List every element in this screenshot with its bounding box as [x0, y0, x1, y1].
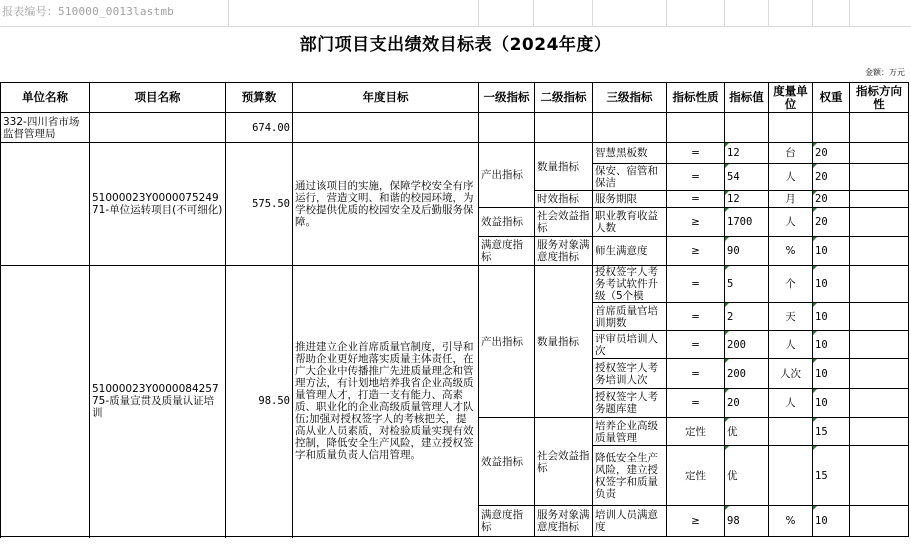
level3-indicator: 职业教育收益人数 [593, 208, 667, 237]
header-annual-goal: 年度目标 [293, 83, 479, 113]
weight: 10 [813, 359, 850, 389]
header-weight: 权重 [813, 83, 850, 113]
indicator-value: 12 [725, 143, 769, 164]
direction [850, 191, 909, 208]
level1-indicator: 满意度指标 [479, 237, 535, 266]
measure-unit: 个 [769, 266, 813, 303]
measure-unit: 人 [769, 331, 813, 359]
weight: 20 [813, 208, 850, 237]
dept-name: 332-四川省市场监督管理局 [1, 113, 90, 143]
table-row [1, 143, 909, 164]
direction [850, 359, 909, 389]
level1-indicator: 满意度指标 [479, 506, 535, 537]
project-goal: 通过该项目的实施，保障学校安全有序运行，营造文明、和谐的校园环境，为学校提供优质的校园安全及后勤服务保障。 [293, 143, 479, 266]
indicator-nature: ≥ [667, 506, 725, 537]
measure-unit: % [769, 506, 813, 537]
weight: 10 [813, 389, 850, 418]
weight: 15 [813, 446, 850, 506]
indicator-value: 200 [725, 359, 769, 389]
indicator-value: 优 [725, 418, 769, 446]
indicator-nature: 定性 [667, 446, 725, 506]
indicator-value: 98 [725, 506, 769, 537]
direction [850, 389, 909, 418]
header-level1: 一级指标 [479, 83, 535, 113]
weight: 10 [813, 266, 850, 303]
level3-indicator: 服务期限 [593, 191, 667, 208]
weight: 20 [813, 164, 850, 191]
measure-unit: 人 [769, 208, 813, 237]
measure-unit: 台 [769, 143, 813, 164]
level2-indicator: 服务对象满意度指标 [535, 237, 593, 266]
indicator-value: 20 [725, 389, 769, 418]
indicator-value: 90 [725, 237, 769, 266]
indicator-nature: 定性 [667, 418, 725, 446]
level2-indicator: 时效指标 [535, 191, 593, 208]
level2-indicator: 服务对象满意度指标 [535, 506, 593, 537]
level3-indicator: 授权签字人考务题库建 [593, 389, 667, 418]
measure-unit: % [769, 237, 813, 266]
level1-indicator: 效益指标 [479, 418, 535, 506]
indicator-nature: = [667, 164, 725, 191]
indicator-value: 2 [725, 303, 769, 331]
header-project-name: 项目名称 [90, 83, 226, 113]
indicator-nature: ≥ [667, 237, 725, 266]
indicator-nature: ≥ [667, 208, 725, 237]
header-level2: 二级指标 [535, 83, 593, 113]
measure-unit: 人 [769, 164, 813, 191]
project-budget: 98.50 [226, 266, 293, 537]
dept-budget: 674.00 [226, 113, 293, 143]
report-number: 报表编号：510000_0013lastmb [2, 5, 174, 18]
level1-indicator: 产出指标 [479, 143, 535, 208]
header-measure-unit: 度量单位 [769, 83, 813, 113]
weight: 10 [813, 303, 850, 331]
header-value: 指标值 [725, 83, 769, 113]
header-nature: 指标性质 [667, 83, 725, 113]
level3-indicator: 评审员培训人次 [593, 331, 667, 359]
direction [850, 266, 909, 303]
direction [850, 143, 909, 164]
header-level3: 三级指标 [593, 83, 667, 113]
level3-indicator: 培训人员满意度 [593, 506, 667, 537]
indicator-nature: = [667, 191, 725, 208]
page-title: 部门项目支出绩效目标表（2024年度） [299, 35, 612, 55]
indicator-nature: = [667, 331, 725, 359]
header-budget: 预算数 [226, 83, 293, 113]
level3-indicator: 智慧黑板数 [593, 143, 667, 164]
level3-indicator: 降低安全生产风险，建立授权签字和质量负责 [593, 446, 667, 506]
measure-unit [769, 446, 813, 506]
weight: 10 [813, 331, 850, 359]
project-name: 51000023Y000008425775-质量宣贯及质量认证培训 [90, 266, 226, 537]
indicator-value: 优 [725, 446, 769, 506]
level2-indicator: 数量指标 [535, 143, 593, 191]
measure-unit [769, 418, 813, 446]
level2-indicator: 社会效益指标 [535, 418, 593, 506]
indicator-value: 200 [725, 331, 769, 359]
measure-unit: 天 [769, 303, 813, 331]
weight: 20 [813, 191, 850, 208]
indicator-nature: = [667, 359, 725, 389]
direction [850, 164, 909, 191]
header-unit-name: 单位名称 [1, 83, 90, 113]
direction [850, 506, 909, 537]
table-row [1, 266, 909, 303]
indicator-nature: = [667, 143, 725, 164]
measure-unit: 月 [769, 191, 813, 208]
level1-indicator: 效益指标 [479, 208, 535, 237]
indicator-nature: = [667, 266, 725, 303]
project-goal: 推进建立企业首席质量官制度，引导和帮助企业更好地落实质量主体责任，在广大企业中传播推广先进质量理念和管理方法，有计划地培养我省企业高级质量管理人才，打造一支有能力、高素质、职业化的企业高级质量管理人才队伍;加强对授权签字人的考核把关，提高从业人员素质，对检验质量实现有效控制，降低安全生产风险，建立授权签字和质量负责人信用管理。 [293, 266, 479, 537]
weight: 20 [813, 143, 850, 164]
level3-indicator: 培养企业高级质量管理 [593, 418, 667, 446]
level2-indicator: 数量指标 [535, 266, 593, 418]
weight: 10 [813, 237, 850, 266]
direction [850, 208, 909, 237]
weight: 10 [813, 506, 850, 537]
indicator-value: 1700 [725, 208, 769, 237]
indicator-value: 12 [725, 191, 769, 208]
direction [850, 331, 909, 359]
project-name: 51000023Y000007524971-单位运转项目(不可细化) [90, 143, 226, 266]
level3-indicator: 师生满意度 [593, 237, 667, 266]
level2-indicator: 社会效益指标 [535, 208, 593, 237]
indicator-nature: = [667, 389, 725, 418]
level3-indicator: 授权签字人考务培训人次 [593, 359, 667, 389]
performance-target-table [0, 82, 909, 537]
measure-unit: 人次 [769, 359, 813, 389]
weight: 15 [813, 418, 850, 446]
measure-unit: 人 [769, 389, 813, 418]
indicator-nature: = [667, 303, 725, 331]
direction [850, 446, 909, 506]
dept-row [1, 113, 909, 143]
amount-unit-label: 金额：万元 [865, 68, 905, 77]
level3-indicator: 保安、宿管和保洁 [593, 164, 667, 191]
level1-indicator: 产出指标 [479, 266, 535, 418]
direction [850, 303, 909, 331]
direction [850, 418, 909, 446]
header-row [1, 83, 909, 113]
level3-indicator: 首席质量官培训期数 [593, 303, 667, 331]
header-direction: 指标方向性 [850, 83, 909, 113]
direction [850, 237, 909, 266]
indicator-value: 5 [725, 266, 769, 303]
level3-indicator: 授权签字人考务考试软件升级（5个模 [593, 266, 667, 303]
project-budget: 575.50 [226, 143, 293, 266]
indicator-value: 54 [725, 164, 769, 191]
